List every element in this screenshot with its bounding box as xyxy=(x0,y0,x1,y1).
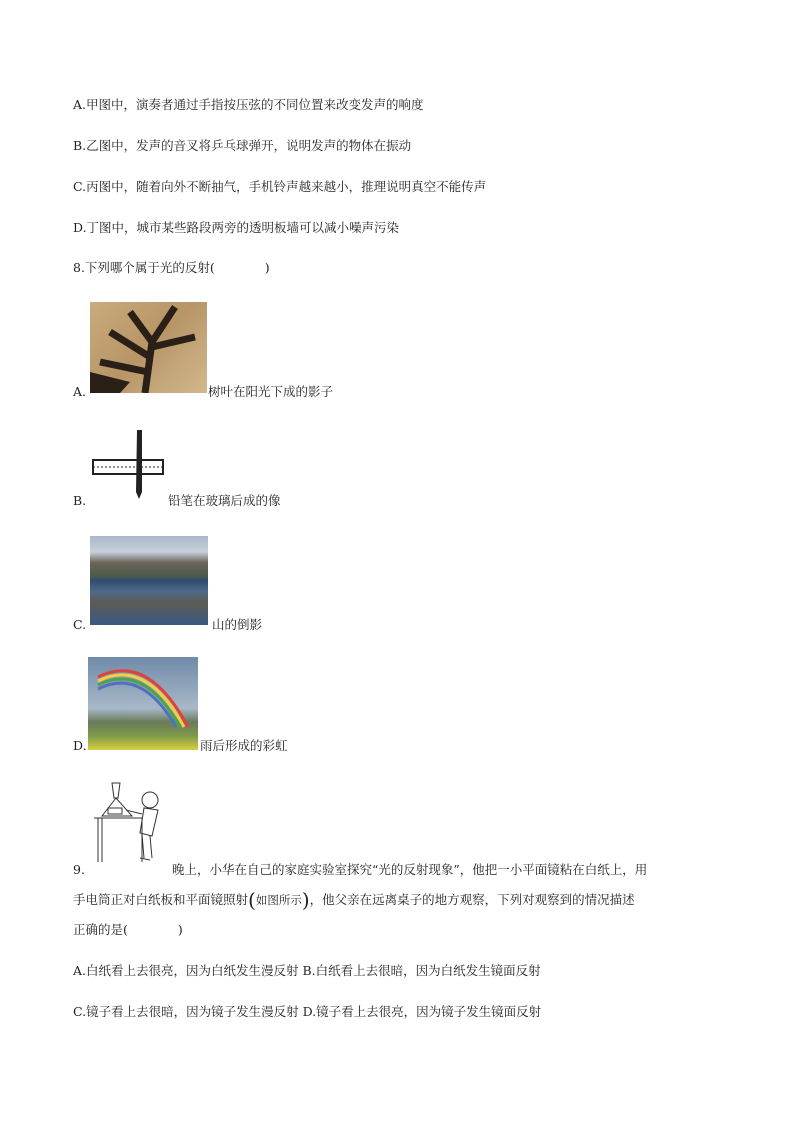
mountain-reflection-image xyxy=(90,536,208,625)
q8-option-a-letter: A. xyxy=(73,384,87,399)
q8-option-b-letter: B. xyxy=(73,493,87,508)
q9-options-ab: A.白纸看上去很亮，因为白纸发生漫反射 B.白纸看上去很暗，因为白纸发生镜面反射 xyxy=(73,963,541,978)
q8-stem: 8.下列哪个属于光的反射( ) xyxy=(73,260,270,275)
tree-shadow-image xyxy=(90,302,207,393)
q8-option-d-caption: 雨后形成的彩虹 xyxy=(200,738,288,753)
q8-option-c-caption: 山的倒影 xyxy=(212,617,263,632)
q8-option-c-letter: C. xyxy=(73,617,87,632)
q9-paren-close: ) xyxy=(301,888,310,912)
q9-figure-ref: 如图所示 xyxy=(255,893,302,907)
q8-option-d-letter: D. xyxy=(73,738,87,753)
q9-line-2c: ，他父亲在远离桌子的地方观察，下列对观察到的情况描述 xyxy=(309,892,635,907)
q9-number: 9. xyxy=(73,862,85,877)
rainbow-image xyxy=(88,657,198,750)
q7-option-c: C.丙图中，随着向外不断抽气，手机铃声越来越小，推理说明真空不能传声 xyxy=(73,179,487,194)
q9-line-3: 正确的是( ) xyxy=(73,922,183,937)
q8-option-a-caption: 树叶在阳光下成的影子 xyxy=(208,384,334,399)
q7-option-a: A.甲图中，演奏者通过手指按压弦的不同位置来改变发声的响度 xyxy=(73,97,424,112)
q9-paren-open: ( xyxy=(248,888,256,912)
boy-flashlight-image xyxy=(92,778,168,862)
q7-option-d: D.丁图中，城市某些路段两旁的透明板墙可以减小噪声污染 xyxy=(73,220,400,235)
q9-options-cd: C.镜子看上去很暗，因为镜子发生漫反射 D.镜子看上去很亮，因为镜子发生镜面反射 xyxy=(73,1004,542,1019)
q9-line-1: 晚上，小华在自己的家庭实验室探究“光的反射现象”，他把一小平面镜粘在白纸上，用 xyxy=(172,862,648,877)
q8-option-b-caption: 铅笔在玻璃后成的像 xyxy=(168,493,281,508)
q7-option-b: B.乙图中，发声的音叉将乒乓球弹开，说明发声的物体在振动 xyxy=(73,138,412,153)
pencil-glass-image xyxy=(90,427,166,500)
q9-line-2a: 手电筒正对白纸板和平面镜照射 xyxy=(73,892,249,907)
q9-line-2 xyxy=(73,888,635,912)
